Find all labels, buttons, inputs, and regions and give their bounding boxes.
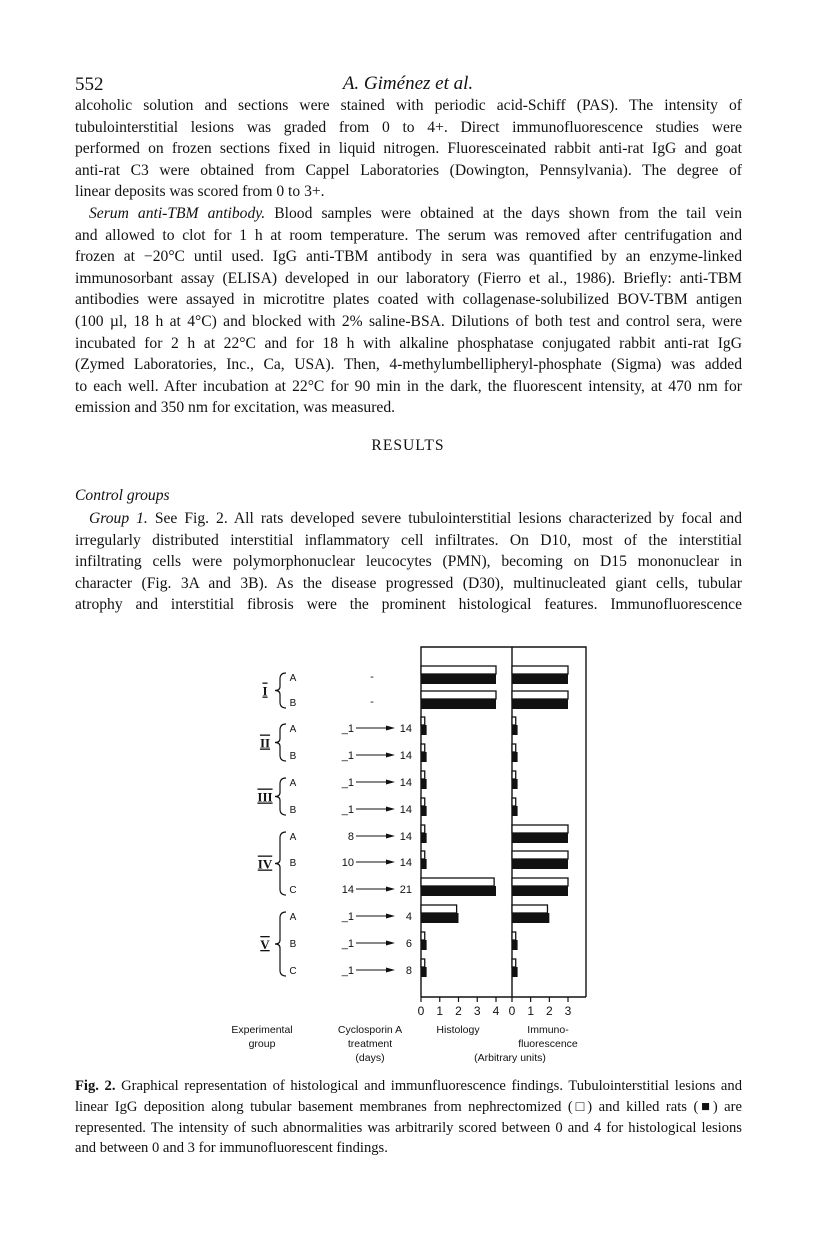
group-brace [275, 673, 286, 708]
text-line [75, 1076, 742, 1097]
paragraph-serum-antibody [75, 203, 742, 419]
treatment-start: _1 [341, 911, 354, 923]
histology-tick-label: 3 [473, 1004, 481, 1018]
histology-bar-nephrectomized [421, 851, 425, 859]
text-line: incubated for 2 h at 22°C and for 18 h with alkaline phosphatase conjugated rabbit anti-rat IgG [75, 334, 742, 352]
treatment-axis-label: treatment [347, 1038, 393, 1050]
figure-caption [75, 1076, 742, 1159]
text-line [75, 203, 742, 225]
line-text: See Fig. 2. All rats developed severe tubulointerstitial lesions characterized by focal and [147, 510, 742, 527]
immuno-bar-nephrectomized [512, 905, 547, 913]
text-line: linear deposits was scored from 0 to 3+. [75, 183, 325, 201]
treatment-end: 14 [399, 804, 412, 816]
histology-bar-nephrectomized [421, 878, 494, 886]
histology-bar-killed [421, 752, 427, 762]
immuno-tick-label: 3 [564, 1004, 572, 1018]
subgroup-label: B [289, 751, 297, 762]
text-line: emission and 350 nm for excitation, was measured. [75, 399, 396, 417]
group-label: III [257, 789, 273, 805]
text-line: (Zymed Laboratories, Inc., Ca, USA). Then, 4-methylumbellipheryl-phosphate (Sigma) was added [75, 356, 742, 374]
arrowhead-icon [386, 968, 395, 973]
immuno-tick-label: 1 [527, 1004, 535, 1018]
immuno-bar-nephrectomized [512, 878, 568, 886]
group-label: V [260, 937, 270, 952]
treatment-start: 8 [347, 831, 354, 843]
text-line: tubulointerstitial lesions was graded from 0 to 4+. Direct immunofluorescence studies were [75, 118, 742, 136]
paragraph-lead: Fig. 2. [75, 1078, 116, 1094]
subgroup-label: A [289, 912, 297, 923]
immuno-axis-label: Immuno- [527, 1024, 569, 1036]
results-heading: RESULTS [371, 437, 445, 454]
text-line: represented. The intensity of such abnormalities was arbitrarily scored between 0 and 4 for histological lesions [75, 1119, 742, 1136]
subgroup-label: A [289, 778, 297, 789]
immuno-bar-killed [512, 752, 518, 762]
histology-tick-label: 4 [492, 1004, 500, 1018]
text-line: irregularly distributed interstitial inflammatory cell infiltrates. On D10, most of the interstitial [75, 531, 742, 549]
treatment-axis-label: (days) [355, 1052, 385, 1064]
treatment-end: 14 [399, 750, 412, 762]
paragraph-lead: Group 1. [89, 510, 148, 527]
control-groups-heading: Control groups [75, 487, 170, 504]
histology-bar-killed [421, 674, 496, 684]
histology-tick-label: 2 [455, 1004, 462, 1018]
histology-bar-nephrectomized [421, 905, 457, 913]
histology-bar-nephrectomized [421, 932, 425, 940]
immuno-bar-killed [512, 806, 518, 816]
arrowhead-icon [386, 834, 395, 839]
text-line: immunosorbant assay (ELISA) developed in our laboratory (Fierro et al., 1986). Briefly: anti-TBM [75, 269, 742, 287]
histology-bar-killed [421, 940, 427, 950]
line-text: Graphical representation of histological and immunfluorescence findings. Tubulointerstitial lesions and [115, 1078, 743, 1094]
group-brace [275, 832, 286, 895]
treatment-start: _1 [341, 777, 354, 789]
immuno-bar-killed [512, 779, 518, 789]
group-label: I [262, 683, 268, 699]
text-line: alcoholic solution and sections were stained with periodic acid-Schiff (PAS). The intensity of [75, 97, 742, 114]
histology-bar-killed [421, 779, 427, 789]
immuno-bar-nephrectomized [512, 798, 516, 806]
group-brace [275, 778, 286, 815]
treatment-end: 14 [399, 777, 412, 789]
immuno-bar-killed [512, 699, 568, 709]
treatment-end: 14 [399, 831, 412, 843]
text-line: linear IgG deposition along tubular basement membranes from nephrectomized (□) and killed rats (■) are [75, 1098, 742, 1115]
treatment-none: - [370, 671, 374, 683]
arrowhead-icon [386, 780, 395, 785]
immuno-bar-nephrectomized [512, 666, 568, 674]
text-line: performed on frozen sections fixed in liquid nitrogen. Fluoresceinated rabbit anti-rat IgG and goat [75, 140, 742, 158]
histology-bar-nephrectomized [421, 771, 425, 779]
page-number: 552 [75, 74, 104, 95]
arrowhead-icon [386, 753, 395, 758]
arrowhead-icon [386, 914, 395, 919]
group-label: II [259, 735, 271, 751]
immuno-bar-nephrectomized [512, 691, 568, 699]
text-line: infiltrating cells were polymorphonuclear leucocytes (PMN), becoming on D15 mononuclear in [75, 553, 742, 571]
subgroup-label: A [289, 673, 297, 684]
figure-2-chart [231, 640, 600, 1070]
paragraph-lead: Serum anti-TBM antibody. [89, 205, 266, 222]
treatment-end: 14 [399, 723, 412, 735]
treatment-end: 8 [405, 965, 412, 977]
immuno-bar-killed [512, 967, 518, 977]
line-text: Blood samples were obtained at the days shown from the tail vein [265, 205, 743, 222]
immuno-axis-label: fluorescence [518, 1038, 578, 1050]
treatment-start: _1 [341, 965, 354, 977]
text-line [75, 508, 742, 530]
treatment-start: _1 [341, 723, 354, 735]
treatment-start: 10 [341, 857, 354, 869]
immuno-bar-killed [512, 859, 568, 869]
immuno-bar-killed [512, 913, 549, 923]
arrowhead-icon [386, 807, 395, 812]
treatment-start: _1 [341, 804, 354, 816]
immuno-bar-nephrectomized [512, 851, 568, 859]
histology-bar-nephrectomized [421, 666, 496, 674]
group-label: IV [257, 856, 273, 872]
subgroup-label: A [289, 832, 297, 843]
immuno-bar-killed [512, 833, 568, 843]
arrowhead-icon [386, 887, 395, 892]
treatment-none: - [370, 696, 374, 708]
subgroup-label: C [289, 885, 297, 896]
treatment-start: _1 [341, 938, 354, 950]
treatment-axis-label: Cyclosporin A [337, 1024, 403, 1036]
immuno-bar-nephrectomized [512, 932, 516, 940]
arrowhead-icon [386, 860, 395, 865]
running-head: A. Giménez et al. [342, 73, 474, 94]
paragraph-methods-staining [75, 95, 742, 203]
text-line: anti-rat C3 were obtained from Cappel Laboratories (Dowington, Pennsylvania). The degree of [75, 161, 742, 179]
group-axis-label: Experimental [231, 1024, 293, 1036]
histology-axis-label: Histology [436, 1024, 480, 1036]
histology-bar-killed [421, 725, 427, 735]
text-line: character (Fig. 3A and 3B). As the disease progressed (D30), multinucleated giant cells, tubular [75, 574, 742, 592]
immuno-tick-label: 2 [545, 1004, 553, 1018]
immuno-tick-label: 0 [508, 1004, 516, 1018]
treatment-end: 14 [399, 857, 412, 869]
histology-bar-killed [421, 859, 427, 869]
subgroup-label: B [289, 805, 297, 816]
group-brace [275, 724, 286, 761]
text-line: antibodies were assayed in microtitre plates coated with collagenase-solubilized BOV-TBM antigen [75, 291, 742, 309]
immuno-bar-nephrectomized [512, 744, 516, 752]
paragraph-group-1 [75, 508, 742, 616]
treatment-start: _1 [341, 750, 354, 762]
text-line: (100 µl, 18 h at 4°C) and blocked with 2% saline-BSA. Dilutions of both test and control sera, were [75, 312, 742, 330]
text-line: frozen at −20°C until used. IgG anti-TBM antibody in sera was quantified by an enzyme-linked [75, 248, 742, 266]
immuno-bar-nephrectomized [512, 825, 568, 833]
histology-bar-killed [421, 699, 496, 709]
immuno-bar-killed [512, 886, 568, 896]
immuno-bar-killed [512, 725, 518, 735]
histology-bar-nephrectomized [421, 959, 425, 967]
treatment-start: 14 [341, 884, 354, 896]
immuno-bar-nephrectomized [512, 717, 516, 725]
immuno-bar-killed [512, 940, 518, 950]
subgroup-label: C [289, 966, 297, 977]
histology-bar-killed [421, 886, 496, 896]
text-line: and between 0 and 3 for immunofluorescent findings. [75, 1140, 388, 1157]
units-label: (Arbitrary units) [474, 1052, 546, 1064]
histology-bar-nephrectomized [421, 717, 425, 725]
group-brace [275, 912, 286, 976]
text-line: to each well. After incubation at 22°C for 90 min in the dark, the fluorescent intensity, at 470 nm for [75, 377, 742, 395]
histology-bar-nephrectomized [421, 798, 425, 806]
treatment-end: 4 [405, 911, 412, 923]
group-axis-label: group [248, 1038, 276, 1050]
subgroup-label: A [289, 724, 297, 735]
treatment-end: 6 [405, 938, 412, 950]
histology-bar-nephrectomized [421, 825, 425, 833]
immuno-bar-nephrectomized [512, 771, 516, 779]
histology-bar-nephrectomized [421, 691, 496, 699]
subgroup-label: B [289, 858, 297, 869]
subgroup-label: B [289, 939, 297, 950]
immuno-bar-nephrectomized [512, 959, 516, 967]
histology-tick-label: 0 [417, 1004, 425, 1018]
text-line: and allowed to clot for 1 h at room temperature. The serum was removed after centrifugation and [75, 226, 742, 244]
subgroup-label: B [289, 698, 297, 709]
histology-bar-killed [421, 913, 459, 923]
histology-bar-nephrectomized [421, 744, 425, 752]
histology-bar-killed [421, 833, 427, 843]
treatment-end: 21 [399, 884, 412, 896]
histology-bar-killed [421, 967, 427, 977]
histology-tick-label: 1 [436, 1004, 444, 1018]
arrowhead-icon [386, 941, 395, 946]
text-line: atrophy and interstitial fibrosis were the prominent histological features. Immunofluorescence [75, 596, 742, 614]
arrowhead-icon [386, 726, 395, 731]
histology-bar-killed [421, 806, 427, 816]
immuno-bar-killed [512, 674, 568, 684]
